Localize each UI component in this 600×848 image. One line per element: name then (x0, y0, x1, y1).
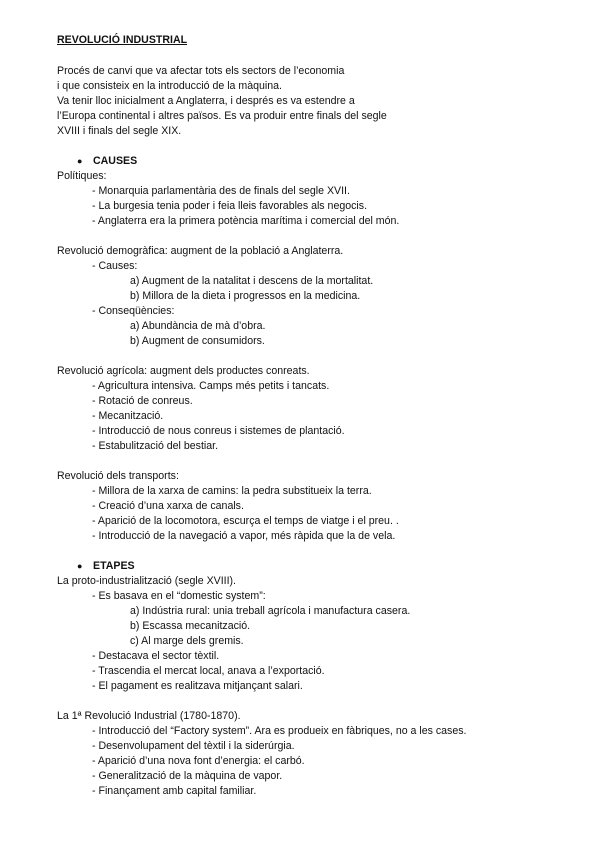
primera-label: La 1ª Revolució Industrial (1780-1870). (57, 710, 241, 722)
demografica-label: Revolució demogràfica: augment de la població a Anglaterra. (57, 245, 344, 257)
bullet-icon: ● (77, 156, 83, 166)
list-item: a) Augment de la natalitat i descens de la mortalitat. (130, 275, 374, 287)
list-item: b) Millora de la dieta i progressos en la medicina. (130, 290, 361, 302)
intro-line: l’Europa continental i altres països. Es va produir entre finals del segle (57, 110, 387, 122)
list-item: - Creació d’una xarxa de canals. (92, 500, 244, 512)
list-item: - Aparició de la locomotora, escurça el temps de viatge i el preu. . (92, 515, 399, 527)
list-item: - Introducció de nous conreus i sistemes de plantació. (92, 425, 345, 437)
document-page (57, 33, 577, 799)
bullet-icon: ● (77, 561, 83, 571)
list-item: - La burgesia tenia poder i feia lleis favorables als negocis. (92, 200, 368, 212)
list-item: - Anglaterra era la primera potència marítima i comercial del món. (92, 215, 400, 227)
list-item: - Aparició d’una nova font d’energia: el carbó. (92, 755, 305, 767)
intro-line: Va tenir lloc inicialment a Anglaterra, i després es va estendre a (57, 95, 355, 107)
list-item: - Agricultura intensiva. Camps més petits i tancats. (92, 380, 330, 392)
list-item: - Generalització de la màquina de vapor. (92, 770, 283, 782)
sublist-label: - Es basava en el “domestic system”: (92, 590, 266, 602)
sublist-label: - Causes: (92, 260, 138, 272)
list-item: b) Escassa mecanització. (130, 620, 251, 632)
etapes-heading: ● ETAPES (77, 560, 135, 572)
intro-paragraph (57, 64, 577, 139)
list-item: b) Augment de consumidors. (130, 335, 265, 347)
intro-line: Procés de canvi que va afectar tots els sectors de l’economia (57, 65, 345, 77)
list-item: - Trascendia el mercat local, anava a l’exportació. (92, 665, 325, 677)
intro-line: i que consisteix en la introducció de la màquina. (57, 80, 282, 92)
causes-heading: ● CAUSES (77, 155, 138, 167)
list-item: c) Al marge dels gremis. (130, 635, 244, 647)
list-item: - Introducció del “Factory system”. Ara es produeix en fàbriques, no a les cases. (92, 725, 467, 737)
list-item: - El pagament es realitzava mitjançant salari. (92, 680, 303, 692)
list-item: - Destacava el sector tèxtil. (92, 650, 220, 662)
politiques-label: Polítiques: (57, 170, 107, 182)
list-item: - Millora de la xarxa de camins: la pedra substitueix la terra. (92, 485, 372, 497)
list-item: - Estabulització del bestiar. (92, 440, 219, 452)
list-item: a) Indústria rural: unia treball agrícola i manufactura casera. (130, 605, 411, 617)
list-item: - Desenvolupament del tèxtil i la siderúrgia. (92, 740, 295, 752)
proto-label: La proto-industrialització (segle XVIII). (57, 575, 236, 587)
intro-line: XVIII i finals del segle XIX. (57, 125, 182, 137)
list-item: - Mecanització. (92, 410, 164, 422)
transports-label: Revolució dels transports: (57, 470, 179, 482)
document-title: REVOLUCIÓ INDUSTRIAL (57, 34, 188, 46)
list-item: - Monarquia parlamentària des de finals del segle XVII. (92, 185, 350, 197)
list-item: - Rotació de conreus. (92, 395, 193, 407)
list-item: - Introducció de la navegació a vapor, més ràpida que la de vela. (92, 530, 396, 542)
list-item: a) Abundància de mà d’obra. (130, 320, 266, 332)
list-item: - Finançament amb capital familiar. (92, 785, 257, 797)
sublist-label: - Conseqüències: (92, 305, 175, 317)
agricola-label: Revolució agrícola: augment dels productes conreats. (57, 365, 310, 377)
